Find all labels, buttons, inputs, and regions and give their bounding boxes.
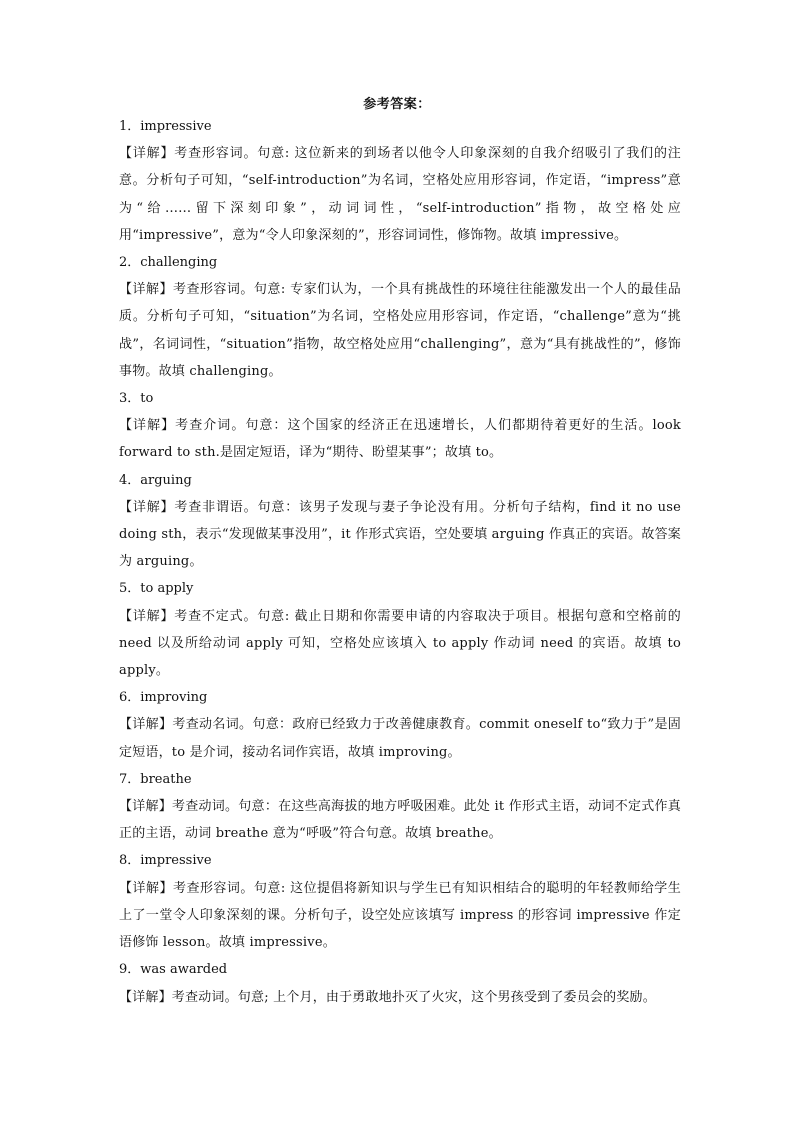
- answer-explanation-6: 【详解】考查动名词。句意：政府已经致力于改善健康教育。commit oneself to“致力于”是固定短语，to 是介词，接动名词作宾语，故填 improving。: [119, 717, 681, 760]
- answer-number-1: 1．impressive: [119, 119, 212, 134]
- answer-number-6: 6．improving: [119, 690, 208, 706]
- answer-explanation-5: 【详解】考查不定式。句意: 截止日期和你需要申请的内容取决于项目。根据句意和空格前的 need 以及所给动词 apply 可知，空格处应该填入 to apply 作动词 need 的宾语。故填 to apply。: [119, 608, 681, 679]
- answer-explanation-2: 【详解】考查形容词。句意: 专家们认为，一个具有挑战性的环境往往能激发出一个人的最佳品质。分析句子可知，“situation”为名词，空格处应用形容词，作定语，“challenge”意为“挑战”，名词词性，“situation”指物，故空格处应用“challenging”，意为“具有挑战性的”，修饰事物。故填 challenging。: [119, 282, 681, 379]
- answer-explanation-8: 【详解】考查形容词。句意: 这位提倡将新知识与学生已有知识相结合的聪明的年轻教师给学生上了一堂令人印象深刻的课。分析句子，设空处应该填写 impress 的形容词 impressive 作定语修饰 lesson。故填 impressive。: [119, 880, 681, 951]
- answer-number-7: 7．breathe: [119, 771, 192, 787]
- answer-key-title: 参考答案：: [363, 97, 431, 112]
- answer-explanation-3: 【详解】考查介词。句意：这个国家的经济正在迅速增长，人们都期待着更好的生活。look forward to sth.是固定短语，译为“期待、盼望某事”；故填 to。: [119, 418, 681, 461]
- answer-explanation-4: 【详解】考查非谓语。句意：该男子发现与妻子争论没有用。分析句子结构，find it no use doing sth，表示“发现做某事没用”，it 作形式宾语，空处要填 arguing 作真正的宾语。故答案为 arguing。: [119, 499, 681, 570]
- answer-explanation-9: 【详解】考查动词。句意; 上个月，由于勇敢地扑灭了火灾，这个男孩受到了委员会的奖励。: [119, 989, 656, 1005]
- answer-number-9: 9．was awarded: [119, 962, 228, 978]
- answer-explanation-1: 【详解】考查形容词。句意: 这位新来的到场者以他令人印象深刻的自我介绍吸引了我们的注意。分析句子可知，“self-introduction”为名词，空格处应用形容词，作定语，“impress”意为“给……留下深刻印象”，动词词性，“self-introduction”指物，故空格处应用“impressive”，意为“令人印象深刻的”，形容词词性，修饰物。故填 impressive。: [119, 146, 681, 243]
- answer-list: [119, 113, 681, 1011]
- answer-number-8: 8．impressive: [119, 853, 212, 869]
- answer-number-4: 4．arguing: [119, 472, 192, 488]
- answer-number-5: 5．to apply: [119, 581, 194, 597]
- answer-number-2: 2．challenging: [119, 255, 218, 271]
- answer-number-3: 3．to: [119, 391, 154, 407]
- answer-explanation-7: 【详解】考查动词。句意：在这些高海拔的地方呼吸困难。此处 it 作形式主语，动词不定式作真正的主语，动词 breathe 意为“呼吸”符合句意。故填 breathe。: [119, 799, 681, 842]
